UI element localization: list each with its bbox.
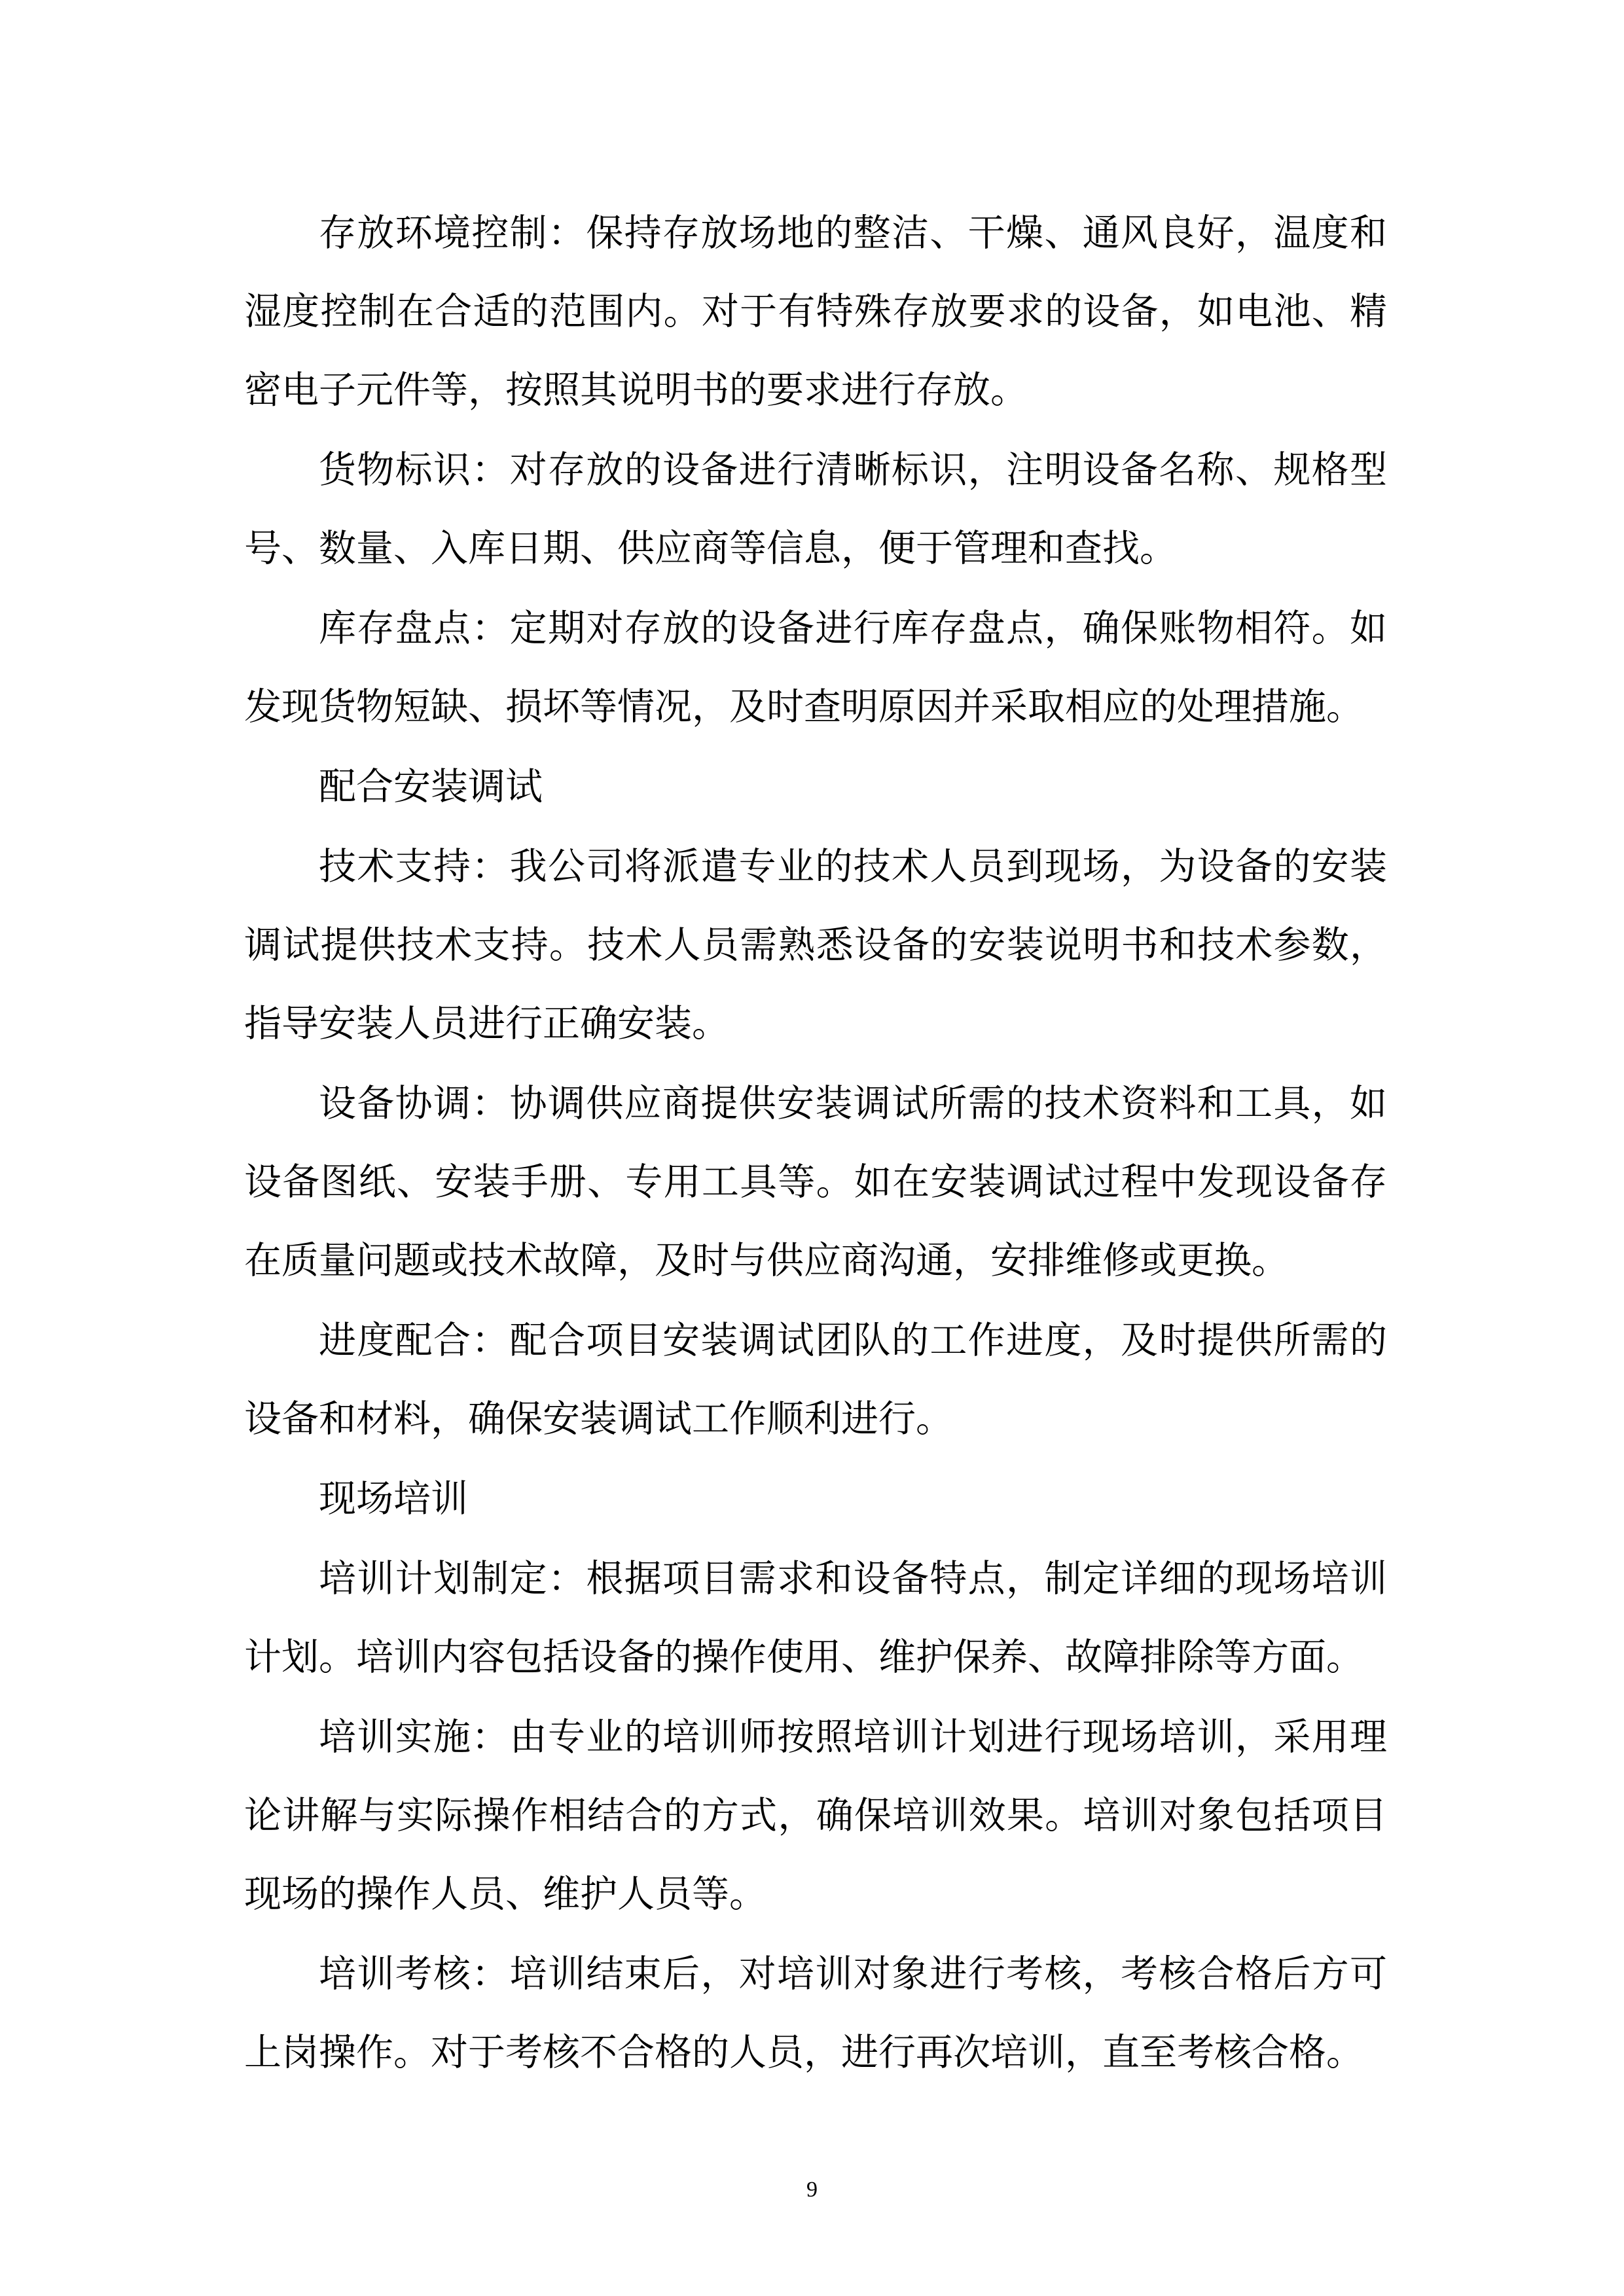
paragraph-inventory-check: 库存盘点：定期对存放的设备进行库存盘点，确保账物相符。如发现货物短缺、损坏等情况，及时查明原因并采取相应的处理措施。	[244, 607, 1387, 728]
paragraph-schedule-cooperation: 进度配合：配合项目安装调试团队的工作进度，及时提供所需的设备和材料，确保安装调试工作顺利进行。	[244, 1319, 1387, 1441]
paragraph-training-plan: 培训计划制定：根据项目需求和设备特点，制定详细的现场培训计划。培训内容包括设备的操作使用、维护保养、故障排除等方面。	[244, 1557, 1387, 1679]
paragraph-equipment-coordination: 设备协调：协调供应商提供安装调试所需的技术资料和工具，如设备图纸、安装手册、专用工具等。如在安装调试过程中发现设备存在质量问题或技术故障，及时与供应商沟通，安排维修或更换。	[244, 1082, 1387, 1282]
paragraph-training-assessment: 培训考核：培训结束后，对培训对象进行考核，考核合格后方可上岗操作。对于考核不合格的人员，进行再次培训，直至考核合格。	[244, 1952, 1387, 2074]
paragraph-goods-labeling: 货物标识：对存放的设备进行清晰标识，注明设备名称、规格型号、数量、入库日期、供应商等信息，便于管理和查找。	[244, 448, 1387, 570]
paragraph-training-implementation: 培训实施：由专业的培训师按照培训计划进行现场培训，采用理论讲解与实际操作相结合的方式，确保培训效果。培训对象包括项目现场的操作人员、维护人员等。	[244, 1715, 1387, 1916]
section-heading-training: 现场培训	[319, 1477, 468, 1520]
page-number: 9	[806, 2178, 818, 2202]
body-text	[244, 194, 1387, 2093]
paragraph-technical-support: 技术支持：我公司将派遣专业的技术人员到现场，为设备的安装调试提供技术支持。技术人员需熟悉设备的安装说明书和技术参数，指导安装人员进行正确安装。	[244, 845, 1387, 1045]
paragraph-storage-environment: 存放环境控制：保持存放场地的整洁、干燥、通风良好，温度和湿度控制在合适的范围内。对于有特殊存放要求的设备，如电池、精密电子元件等，按照其说明书的要求进行存放。	[244, 211, 1387, 412]
section-heading-installation: 配合安装调试	[319, 765, 543, 808]
